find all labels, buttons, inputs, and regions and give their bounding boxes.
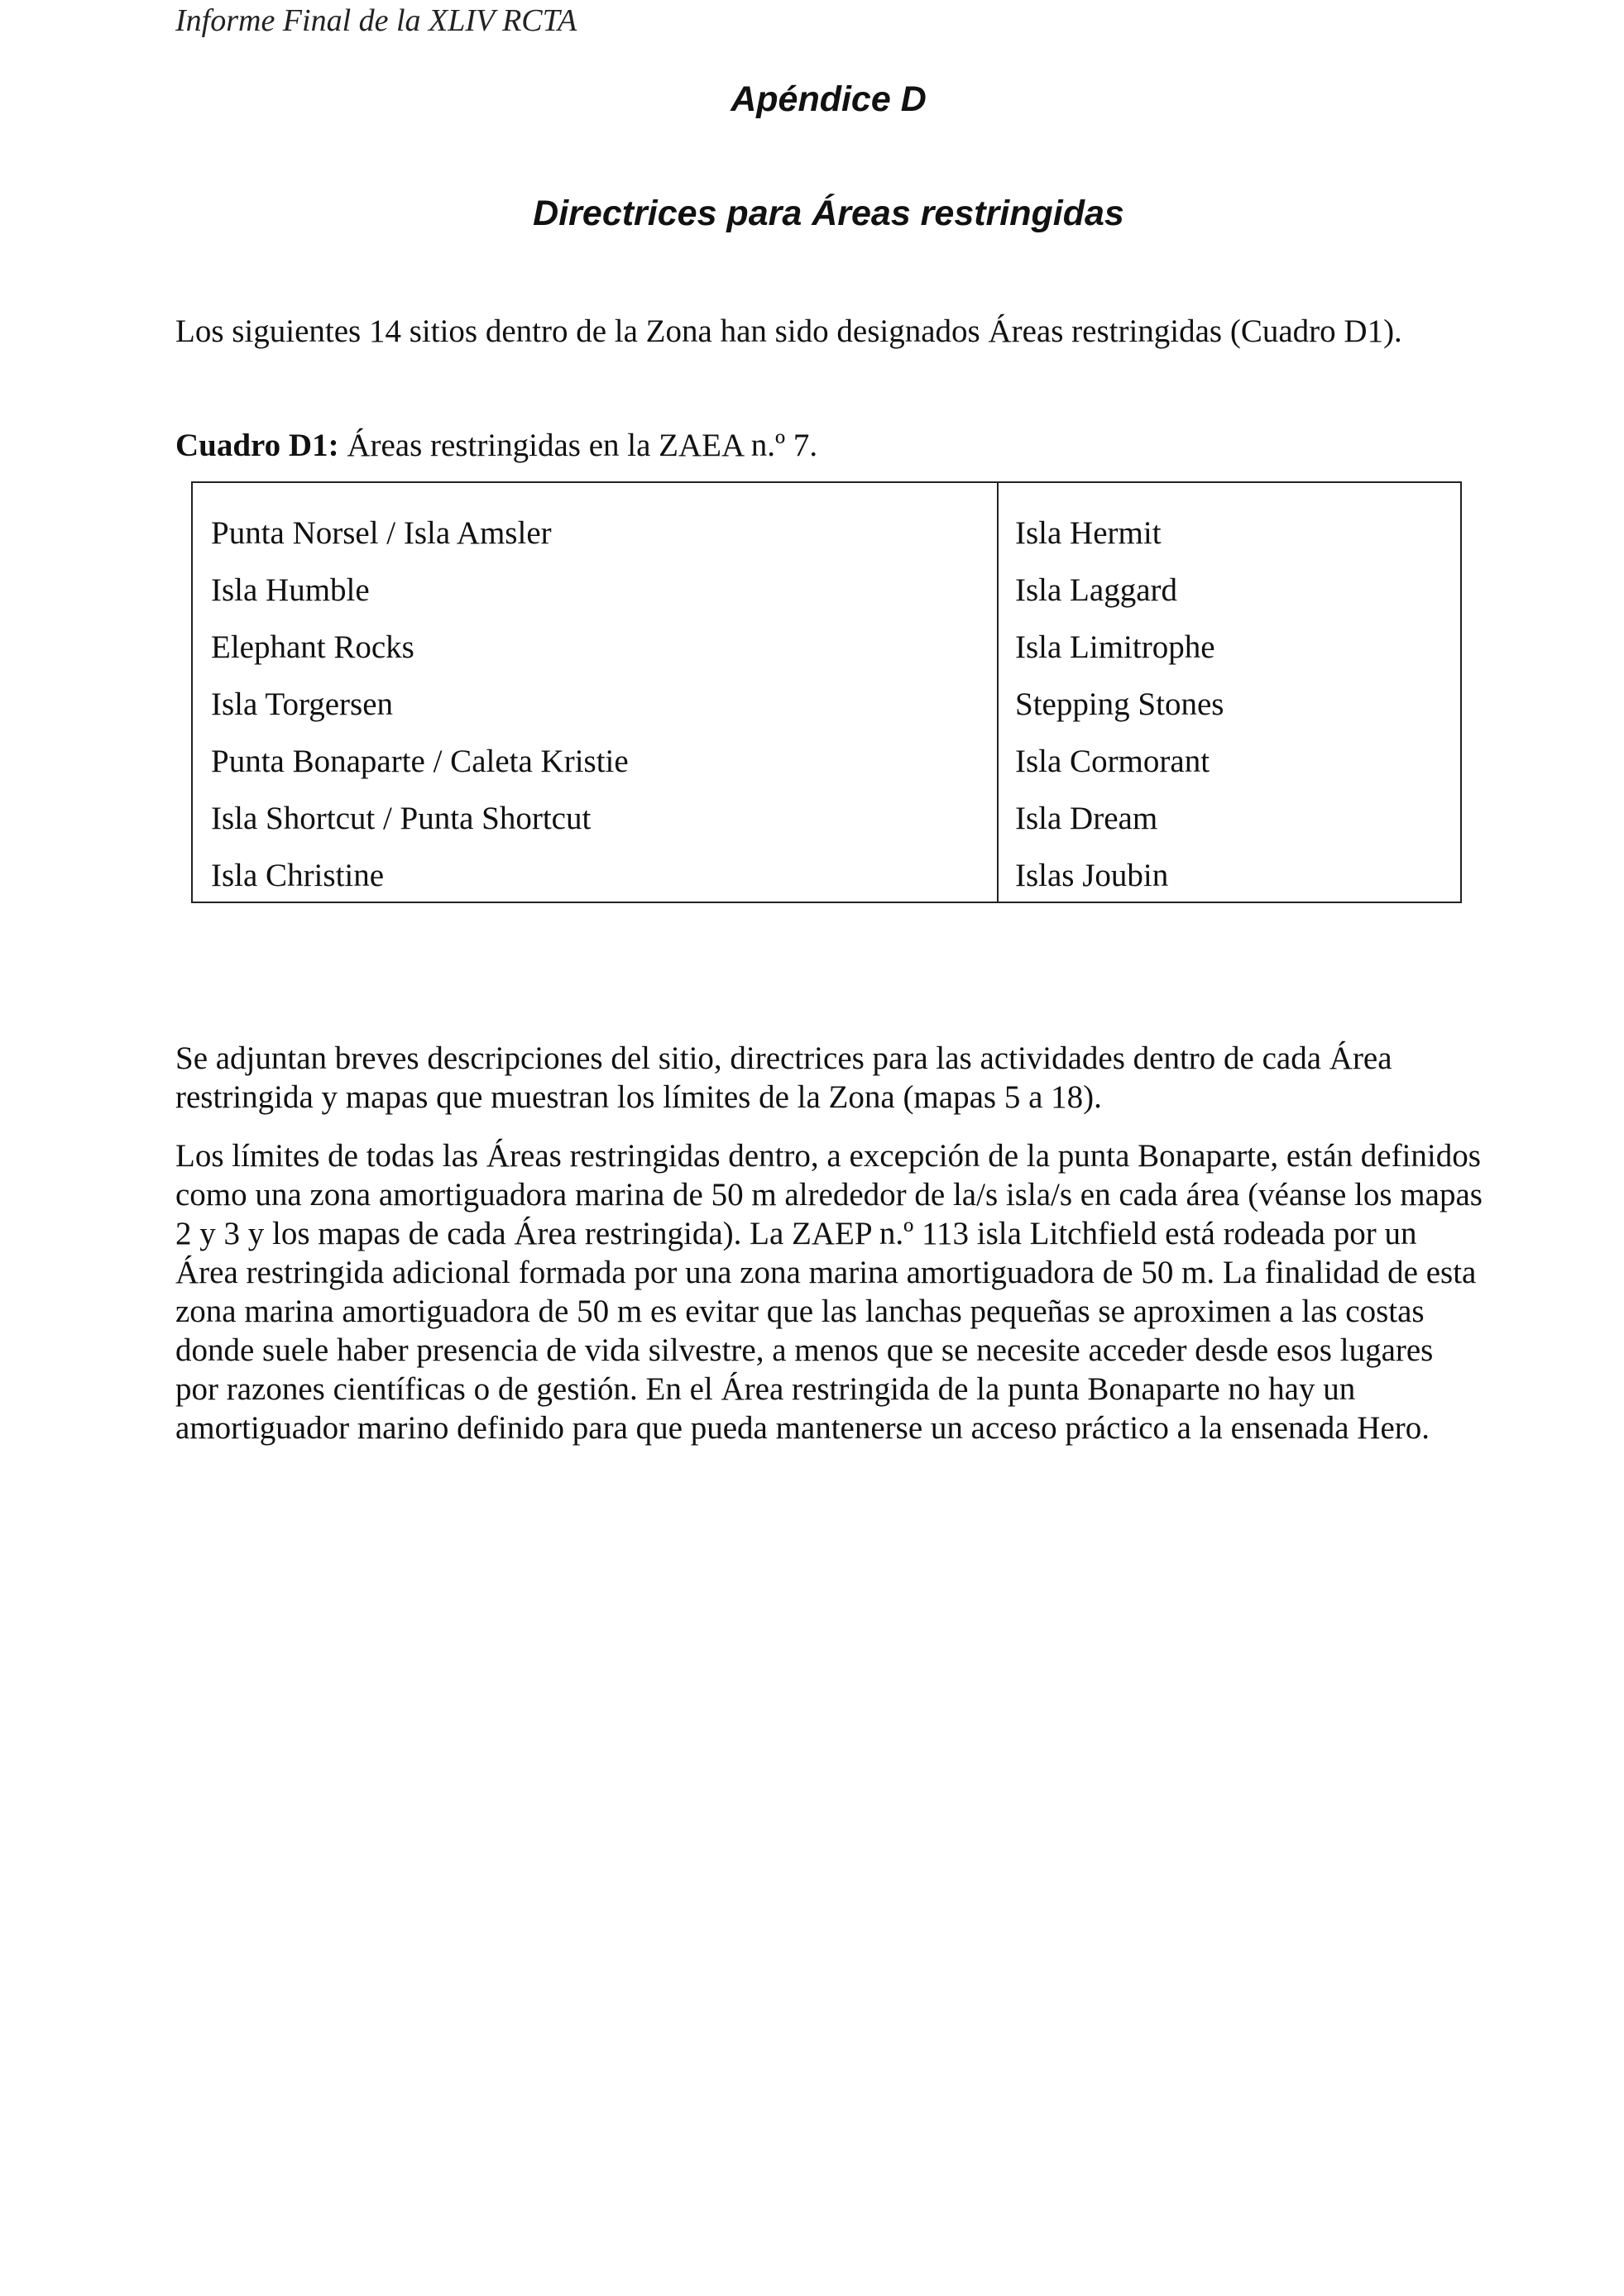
table-caption-label: Cuadro D1: [175,428,339,463]
appendix-title: Apéndice D [731,79,927,119]
site-item: Isla Limitrophe [1015,629,1215,665]
site-item: Isla Hermit [1015,515,1162,551]
site-item: Punta Bonaparte / Caleta Kristie [211,744,629,779]
site-item: Isla Dream [1015,801,1158,836]
site-item: Elephant Rocks [211,629,414,665]
site-item: Isla Humble [211,572,370,608]
body-paragraph: Se adjuntan breves descripciones del sitio, directrices para las actividades dentro de cada Área restringida y mapas que muestran los límites de la Zona (mapas 5 a 18). [175,1040,1392,1115]
site-item: Isla Laggard [1015,572,1177,608]
table-column-right [999,483,1460,902]
table-caption-text: Áreas restringidas en la ZAEA n.º 7. [338,428,818,463]
site-item: Isla Torgersen [211,686,394,722]
table-caption [175,425,817,466]
site-item: Isla Shortcut / Punta Shortcut [211,801,592,836]
site-item: Isla Cormorant [1015,744,1210,779]
appendix-subtitle: Directrices para Áreas restringidas [533,194,1124,233]
site-item: Punta Norsel / Isla Amsler [211,515,552,551]
restricted-areas-table [191,481,1462,903]
table-column-left [193,483,999,902]
site-item: Isla Christine [211,858,385,893]
site-item: Islas Joubin [1015,858,1169,893]
running-header: Informe Final de la XLIV RCTA [175,3,577,38]
site-item: Stepping Stones [1015,686,1224,722]
body-paragraph: Los límites de todas las Áreas restringidas dentro, a excepción de la punta Bonaparte, están definidos como una zona amortiguadora marina de 50 m alrededor de la/s isla/s en cada área (véanse los mapas 2 y 3 y los mapas de cada Área restringida). La ZAEP n.º 113 isla Litchfield está rodeada por un Área restringida adicional formada por una zona marina amortiguadora de 50 m. La finalidad de esta zona marina amortiguadora de 50 m es evitar que las lanchas pequeñas se aproximen a las costas donde suele haber presencia de vida silvestre, a menos que se necesite acceder desde esos lugares por razones científicas o de gestión. En el Área restringida de la punta Bonaparte no hay un amortiguador marino definido para que pueda mantenerse un acceso práctico a la ensenada Hero. [175,1138,1483,1446]
intro-paragraph: Los siguientes 14 sitios dentro de la Zona han sido designados Áreas restringidas (Cuadro D1). [175,313,1402,349]
